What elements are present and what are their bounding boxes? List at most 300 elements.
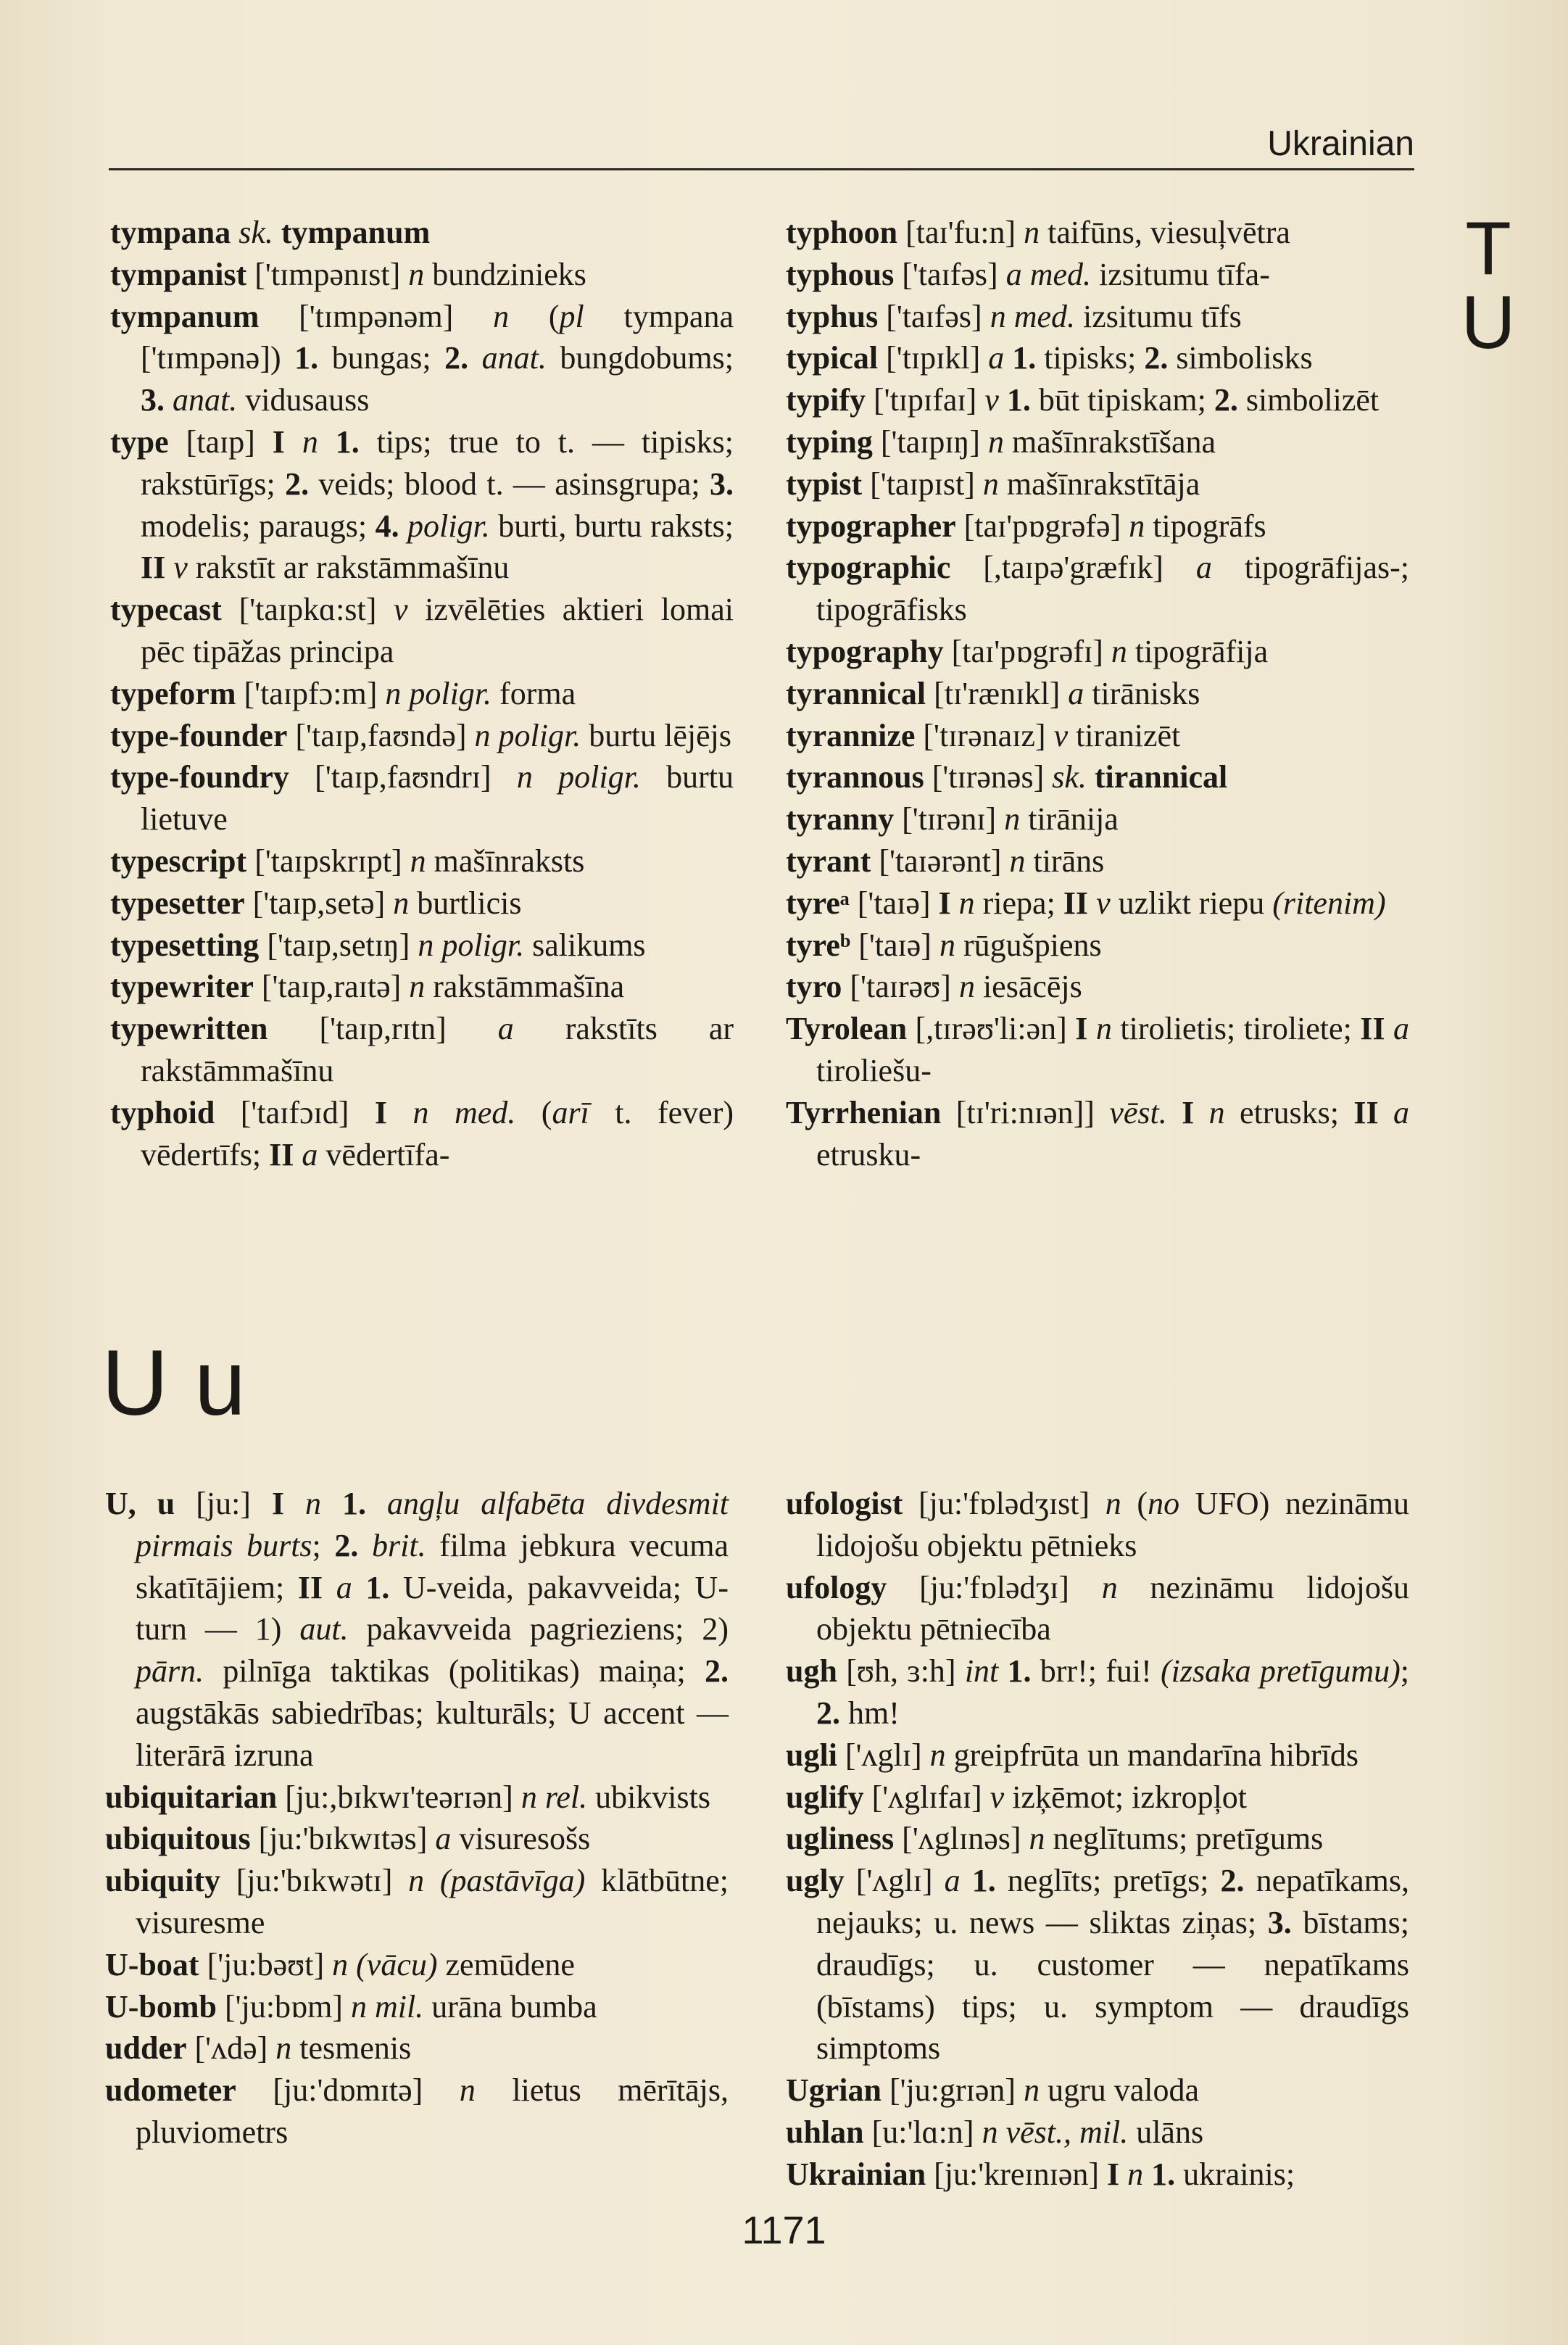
entry-text: v <box>1096 885 1111 921</box>
entry-text: ['ʌglɪ] <box>837 1737 930 1773</box>
entry-text: veids; blood t. — asinsgrupa; <box>309 466 710 502</box>
entry-headword: tympanist <box>110 256 247 292</box>
entry-text: visuresošs <box>451 1821 591 1857</box>
entry-text: 1. <box>1151 2156 1176 2192</box>
entry-text <box>399 508 407 544</box>
entry-text: n <box>305 1486 322 1521</box>
entry-text: ['taɪfəs] <box>894 256 1006 292</box>
entry-text: pilnīga taktikas (politikas) maiņa; <box>204 1653 705 1690</box>
entry-text <box>321 1486 342 1521</box>
entry-headword: uglify <box>786 1779 864 1815</box>
entry-text: modelis; paraugs; <box>141 508 376 544</box>
dictionary-entry <box>110 1008 734 1092</box>
entry-headword: type <box>110 423 169 460</box>
entry-text: pakavveida pagrieziens; 2) <box>348 1611 729 1647</box>
dictionary-entry <box>110 882 734 925</box>
dictionary-entry <box>110 673 734 715</box>
entry-text: 1. <box>971 1863 996 1899</box>
dictionary-entry <box>110 589 734 673</box>
dictionary-entry <box>786 212 1409 254</box>
entry-text: burtu lietuve <box>141 759 734 838</box>
entry-text: būt tipiskam; <box>1030 382 1214 418</box>
entry-headword: Ukrainian <box>786 2156 926 2192</box>
entry-text: bungas; <box>318 340 445 376</box>
entry-text: [ju:] <box>175 1486 272 1521</box>
entry-text: [ju:'bɪkwətɪ] <box>220 1863 409 1899</box>
entry-text: ['tɪrənaɪz] <box>915 717 1054 753</box>
entry-headword: typescript <box>110 843 247 879</box>
entry-text: no <box>1148 1486 1180 1521</box>
dictionary-entry <box>105 2027 729 2069</box>
entry-text: n <box>332 1946 349 1982</box>
entry-text: tirānisks <box>1084 675 1200 711</box>
dictionary-entry <box>786 421 1409 463</box>
entry-text: 1. <box>365 1569 390 1605</box>
entry-text: urāna bumba <box>423 1988 597 2025</box>
entry-text: [taɪp] <box>168 423 273 460</box>
entry-text <box>1194 1095 1208 1130</box>
entry-text: brit. <box>372 1527 426 1563</box>
entry-text: n <box>1208 1094 1225 1130</box>
entry-headword: typing <box>786 423 873 460</box>
entry-text: bīstams; draudīgs; u. customer — nepatīkams (bīstams) tips; u. symptom — draudīgs simptoms <box>816 1904 1409 2067</box>
entry-text: ['taɪfəs] <box>878 298 990 334</box>
running-head-text: Ukrainian <box>1267 125 1414 163</box>
entry-headword: typecast <box>110 592 222 628</box>
entry-headword: tirannical <box>1094 759 1228 795</box>
entry-text: n <box>958 969 975 1005</box>
dictionary-entry <box>786 1008 1409 1092</box>
entry-text: v <box>984 382 999 418</box>
entry-text: a <box>1393 1094 1409 1130</box>
entry-text: ['ju:grɪən] <box>882 2072 1024 2109</box>
entry-text <box>1004 340 1012 376</box>
dictionary-entry <box>110 212 734 254</box>
entry-text: n poligr. <box>418 927 525 963</box>
entry-text: n mil. <box>350 1988 424 2025</box>
entry-text: rakstīt ar rakstāmmašīnu <box>187 550 510 586</box>
entry-text: izsitumu tīfa- <box>1091 256 1270 292</box>
entry-headword: type-foundry <box>110 759 289 795</box>
entry-text: burti, burtu raksts; <box>489 508 734 544</box>
entry-text <box>424 1863 440 1898</box>
entry-text <box>1379 1095 1393 1130</box>
entry-text: ['taɪp,faʊndrɪ] <box>289 759 517 795</box>
entry-headword: ugh <box>786 1653 837 1690</box>
entry-text: II <box>1063 885 1089 921</box>
entry-headword: tyrannize <box>786 717 916 753</box>
entry-text: int <box>964 1653 999 1690</box>
entry-text: n <box>410 843 426 879</box>
entry-text: 2. <box>444 340 469 376</box>
entry-text: uzlikt riepu <box>1110 885 1273 921</box>
entry-text: II <box>297 1569 323 1605</box>
entry-text: neglīts; pretīgs; <box>995 1863 1221 1899</box>
entry-text: ['taɪə] <box>850 927 939 963</box>
dictionary-entry <box>786 1567 1409 1651</box>
entry-text: [,tɪrəʊ'li:ən] <box>907 1011 1076 1047</box>
entry-text <box>998 1653 1007 1689</box>
entry-headword: typical <box>786 340 879 376</box>
entry-text: izsitumu tīfs <box>1075 298 1242 334</box>
entry-text: ['tɪrənəs] <box>924 759 1053 795</box>
entry-text: a <box>944 1863 961 1899</box>
entry-text: n <box>982 466 999 502</box>
entry-text: 4. <box>375 508 399 544</box>
entry-text: tipogrāfija <box>1127 633 1269 669</box>
entry-headword: tympana <box>110 215 231 250</box>
entry-text: burtu lējējs <box>581 717 731 753</box>
entry-text: ['tɪmpənɪst] <box>246 256 409 292</box>
entry-text <box>468 340 482 376</box>
entry-text <box>284 1486 305 1521</box>
entry-text: vēdertīfa- <box>318 1136 450 1172</box>
dictionary-entry <box>786 882 1409 925</box>
column-left-top <box>110 212 734 1175</box>
entry-text: 3. <box>709 466 734 502</box>
thumb-index <box>1448 207 1528 365</box>
page-number: 1171 <box>742 2209 826 2252</box>
entry-text: a <box>1195 550 1212 586</box>
entry-text: II <box>1353 1094 1379 1130</box>
entry-text: n <box>493 298 510 334</box>
entry-text: ['taɪp,setə] <box>244 885 394 921</box>
entry-headword: typographic <box>786 550 951 586</box>
entry-text: ['taɪfɔɪd] <box>215 1094 375 1130</box>
entry-text: hm! <box>840 1695 900 1731</box>
entry-text: salikums <box>524 927 646 963</box>
entry-text: nezināmu lidojošu objektu pētniecība <box>816 1569 1409 1647</box>
entry-headword: tyrannous <box>786 759 924 795</box>
entry-text: [ju:'fɒlədʒɪ] <box>887 1569 1102 1605</box>
entry-text: n <box>408 1863 425 1899</box>
dictionary-entry <box>110 421 734 589</box>
dictionary-entry <box>110 756 734 840</box>
entry-text: vēst. <box>1109 1094 1167 1130</box>
entry-text: n <box>1029 1821 1045 1857</box>
entry-text: ukrainis; <box>1175 2156 1295 2192</box>
entry-text: aut. <box>299 1611 349 1647</box>
entry-text: II <box>141 550 166 586</box>
entry-text: greipfrūta un mandarīna hibrīds <box>945 1737 1358 1773</box>
column-right-top <box>786 212 1409 1175</box>
dictionary-entry <box>786 547 1409 631</box>
dictionary-entry <box>110 296 734 421</box>
entry-text: ['taɪərənt] <box>871 843 1010 879</box>
dictionary-entry <box>110 715 734 757</box>
entry-text <box>961 1863 972 1898</box>
entry-text: etrusks; <box>1224 1094 1354 1130</box>
entry-text: n <box>1129 508 1145 544</box>
entry-text: tesmenis <box>291 2030 412 2067</box>
entry-text: ['tɪmpənəm] <box>259 298 494 334</box>
entry-text: [ju:'kreɪnɪən] <box>926 2156 1108 2192</box>
entry-text: ['ju:bɒm] <box>217 1988 351 2025</box>
entry-text: 1. <box>1006 382 1031 418</box>
entry-text <box>1119 2156 1127 2192</box>
entry-text: 2. <box>705 1653 729 1690</box>
entry-text: neglītums; pretīgums <box>1045 1821 1324 1857</box>
entry-headword: ugly <box>786 1863 845 1899</box>
entry-text <box>1385 1011 1394 1046</box>
column-right-bottom <box>786 1483 1409 2196</box>
entry-text: n <box>275 2030 292 2067</box>
entry-text: burtlicis <box>409 885 522 921</box>
dictionary-entry <box>786 2112 1409 2154</box>
entry-text: (ritenim) <box>1272 885 1386 921</box>
entry-text: riepa; <box>974 885 1063 921</box>
entry-headword: typeform <box>110 675 236 711</box>
entry-text: 1. <box>1007 1653 1032 1690</box>
entry-text: tipogrāfijas-; tipogrāfisks <box>816 550 1409 628</box>
entry-text: n poligr. <box>385 675 492 711</box>
entry-text: I <box>1075 1011 1088 1047</box>
entry-headword: U-bomb <box>105 1988 217 2025</box>
entry-text: ['taɪpskrɪpt] <box>246 843 410 879</box>
entry-text: v <box>1053 717 1069 753</box>
entry-text: vidusauss <box>237 382 370 418</box>
running-head <box>109 123 1414 170</box>
dictionary-entry <box>110 1092 734 1176</box>
entry-text: ugru valoda <box>1040 2072 1200 2109</box>
entry-text: 2. <box>816 1695 840 1731</box>
entry-headword: tyrannical <box>786 675 926 711</box>
entry-text: izķēmot; izkropļot <box>1004 1779 1248 1815</box>
entry-headword: Tyrrhenian <box>786 1094 942 1130</box>
entry-text: arī <box>552 1094 589 1130</box>
entry-text: brr!; fui! <box>1031 1653 1161 1690</box>
entry-headword: typhoon <box>786 215 898 250</box>
entry-text <box>1143 2156 1151 2192</box>
dictionary-entry <box>105 1777 729 1819</box>
entry-text: lietus mērītājs, pluviometrs <box>136 2072 729 2150</box>
entry-text: n med. <box>990 298 1076 334</box>
entry-text: poligr. <box>407 508 490 544</box>
entry-text: bundzinieks <box>424 256 586 292</box>
entry-text: zemūdene <box>437 1946 575 1982</box>
dictionary-entry <box>786 2069 1409 2112</box>
entry-text: 2. <box>1214 382 1238 418</box>
dictionary-entry <box>786 1483 1409 1567</box>
entry-text: [u:'lɑ:n] <box>863 2114 982 2150</box>
entry-text: [ju:'dɒmɪtə] <box>236 2072 460 2109</box>
entry-text: ['taɪpɪŋ] <box>872 423 989 460</box>
entry-text: I <box>271 1486 285 1521</box>
entry-text: pl <box>559 298 584 334</box>
dictionary-entry <box>105 1818 729 1860</box>
entry-headword: typhus <box>786 298 879 334</box>
entry-text: II <box>269 1136 294 1172</box>
entry-headword: typist <box>786 466 863 502</box>
entry-text: augstākās sabiedrības; kulturāls; U accent — literārā izruna <box>136 1695 729 1773</box>
entry-text: angļu alfabēta divdesmit pirmais burts <box>136 1486 729 1563</box>
entry-headword: ufology <box>786 1569 887 1605</box>
entry-headword: ubiquitous <box>105 1821 251 1857</box>
entry-text: ['tɪpɪfaɪ] <box>866 382 985 418</box>
entry-text: a <box>497 1011 514 1047</box>
entry-text: simbolizēt <box>1237 382 1380 418</box>
entry-headword: ufologist <box>786 1486 903 1521</box>
entry-headword: typify <box>786 382 866 418</box>
entry-text: 1. <box>1012 340 1037 376</box>
entry-text: izvēlēties aktieri lomai pēc tipāžas principa <box>141 592 734 669</box>
dictionary-entry <box>786 1818 1409 1860</box>
dictionary-entry <box>786 337 1409 379</box>
dictionary-entry <box>786 798 1409 840</box>
dictionary-entry <box>786 925 1409 967</box>
entry-text <box>1088 885 1096 921</box>
entry-text: ['taɪp,rɪtn] <box>267 1011 498 1047</box>
entry-text: n <box>459 2072 476 2109</box>
entry-text: I <box>272 423 285 460</box>
entry-text: anat. <box>173 382 238 418</box>
entry-text: I <box>1182 1094 1195 1130</box>
entry-text: ubikvists <box>587 1779 710 1815</box>
entry-text: 1. <box>342 1486 367 1521</box>
entry-text: ['ʌglɪfaɪ] <box>863 1779 990 1815</box>
dictionary-entry <box>110 840 734 882</box>
entry-headword: tympanum <box>110 298 260 334</box>
entry-text: 3. <box>1267 1904 1292 1940</box>
entry-text: ( <box>515 1094 552 1130</box>
entry-text: 2. <box>334 1527 359 1563</box>
dictionary-entry <box>105 1944 729 1986</box>
entry-text: v <box>393 592 408 628</box>
entry-headword: U, u <box>105 1486 175 1521</box>
entry-text: taifūns, viesuļvētra <box>1040 215 1290 250</box>
dictionary-entry <box>786 379 1409 421</box>
entry-headword: U-boat <box>105 1946 199 1982</box>
entry-text: klātbūtne; visuresme <box>136 1863 729 1940</box>
dictionary-entry <box>786 505 1409 547</box>
thumb-index-letter-u: U <box>1461 281 1516 365</box>
entry-text: ['taɪp,raɪtə] <box>253 969 410 1005</box>
entry-text <box>358 1528 372 1563</box>
dictionary-entry <box>110 254 734 296</box>
entry-text: ['taɪrəʊ] <box>842 969 959 1005</box>
entry-text: n poligr. <box>516 759 641 795</box>
entry-headword: typesetting <box>110 927 260 963</box>
entry-text: tirāns <box>1025 843 1105 879</box>
entry-text: n <box>988 423 1005 460</box>
entry-headword: typography <box>786 633 944 669</box>
entry-headword: tyreᵇ <box>786 927 851 963</box>
entry-text: mašīnrakstītāja <box>998 466 1200 502</box>
entry-text: rūgušpiens <box>955 927 1102 963</box>
entry-text: (izsaka pretīgumu) <box>1160 1653 1401 1690</box>
dictionary-entry <box>786 296 1409 338</box>
entry-text: ['taɪp,faʊndə] <box>287 717 475 753</box>
entry-text: n <box>1024 215 1040 250</box>
entry-text: n <box>1024 2072 1040 2109</box>
entry-text: ['ʌglɪnəs] <box>894 1821 1029 1857</box>
entry-text: [tɪ'ri:nɪən]] <box>941 1094 1110 1130</box>
entry-text <box>352 1570 366 1605</box>
entry-text: 2. <box>1144 340 1169 376</box>
entry-text: n <box>1111 633 1127 669</box>
entry-text <box>294 1137 302 1172</box>
dictionary-entry <box>786 463 1409 505</box>
entry-text: tiranizēt <box>1068 717 1181 753</box>
entry-headword: type-founder <box>110 717 288 753</box>
entry-text: (vācu) <box>356 1946 438 1982</box>
entry-text: mašīnrakstīšana <box>1004 423 1216 460</box>
dictionary-entry <box>110 966 734 1008</box>
entry-text: n <box>1127 2156 1144 2192</box>
entry-headword: typhous <box>786 256 895 292</box>
entry-text: tirānija <box>1020 801 1119 838</box>
entry-text: I <box>374 1094 388 1130</box>
section-letter: U u <box>101 1331 246 1435</box>
entry-headword: Tyrolean <box>786 1011 908 1047</box>
entry-text: n <box>958 885 975 921</box>
entry-text: rakstīts ar rakstāmmašīnu <box>141 1011 734 1088</box>
entry-text <box>387 1095 412 1130</box>
dictionary-entry <box>786 2154 1409 2196</box>
entry-text: n <box>393 885 410 921</box>
entry-headword: uhlan <box>786 2114 864 2150</box>
entry-text: sk. <box>238 215 273 250</box>
entry-text: tipisks; <box>1036 340 1145 376</box>
entry-text: ['ʌdə] <box>186 2030 276 2067</box>
entry-text: n <box>302 423 318 460</box>
entry-text: ( <box>1121 1486 1148 1521</box>
entry-text: ; <box>312 1527 335 1563</box>
entry-headword: ubiquitarian <box>105 1779 278 1815</box>
entry-text: ['tɪrənɪ] <box>894 801 1005 838</box>
entry-text <box>999 382 1007 418</box>
entry-text: a <box>1068 675 1084 711</box>
entry-headword: tympanum <box>281 215 431 250</box>
dictionary-entry <box>786 254 1409 296</box>
entry-text: ( <box>509 298 560 334</box>
entry-text: [taɪ'fu:n] <box>897 215 1024 250</box>
entry-headword: Ugrian <box>786 2072 882 2109</box>
entry-text: n <box>1004 801 1021 838</box>
entry-text <box>165 550 173 585</box>
dictionary-entry <box>786 840 1409 882</box>
entry-text: n <box>1105 1486 1121 1521</box>
entry-text: ['taɪpɪst] <box>862 466 983 502</box>
entry-text: [ʊh, ɜ:h] <box>837 1653 965 1690</box>
entry-text: 3. <box>141 382 165 418</box>
entry-text: [ju:'fɒlədʒɪst] <box>903 1486 1106 1521</box>
entry-text: n <box>939 927 955 963</box>
entry-headword: ugliness <box>786 1821 895 1857</box>
entry-text: nepatīkams, nejauks; u. news — sliktas ziņas; <box>816 1863 1410 1940</box>
entry-text: n poligr. <box>474 717 581 753</box>
entry-text: 1. <box>335 423 360 460</box>
entry-text: ['tɪpɪkl] <box>878 340 989 376</box>
entry-headword: udder <box>105 2030 187 2067</box>
entry-text: n vēst., mil. <box>982 2114 1129 2150</box>
entry-text: 2. <box>1220 1863 1245 1899</box>
entry-text: filma jebkura vecuma skatītājiem; <box>136 1527 729 1605</box>
entry-text <box>348 1947 356 1982</box>
entry-headword: ubiquity <box>105 1863 220 1899</box>
entry-text: a <box>988 340 1005 376</box>
dictionary-entry <box>105 1986 729 2028</box>
entry-text: [tɪ'rænɪkl] <box>926 675 1069 711</box>
entry-text: I <box>1107 2156 1120 2192</box>
dictionary-entry <box>786 631 1409 673</box>
entry-text <box>273 215 281 250</box>
entry-text: bungdobums; <box>546 340 734 376</box>
entry-text: v <box>990 1779 1005 1815</box>
entry-text: 1. <box>294 340 319 376</box>
entry-text: forma <box>491 675 576 711</box>
entry-text: ['taɪp,setɪŋ] <box>259 927 418 963</box>
